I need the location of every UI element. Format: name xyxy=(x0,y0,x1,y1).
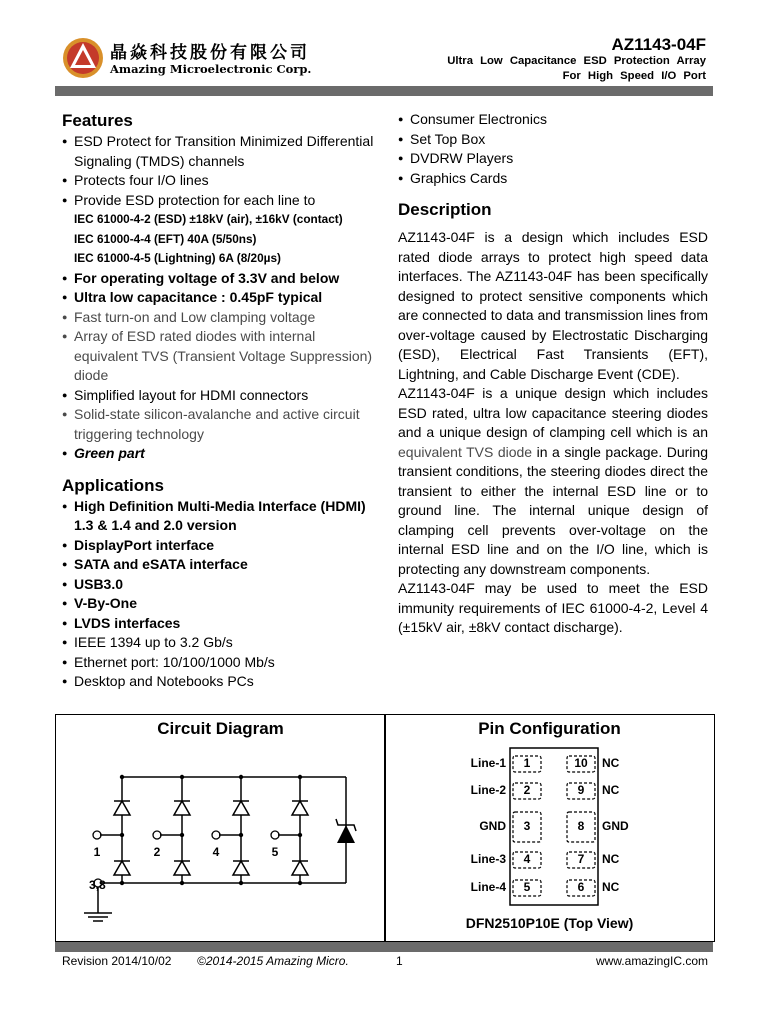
circuit-diagram-panel xyxy=(55,714,386,942)
spacer xyxy=(62,464,382,475)
website-link[interactable]: www.amazingIC.com xyxy=(595,954,708,968)
pin-number-label: 1 xyxy=(93,845,101,859)
text-span: in a single package. During transient conditions, the steering diodes direct the transient to either the internal ESD line or to ground line. The internal unique design of clamping cell prevents over-voltage on the internal ESD line and on the I/O line, which is protecting any downstream components. xyxy=(398,443,708,577)
company-name-english: Amazing Microelectronic Corp. xyxy=(110,62,312,76)
pin-number: 5 xyxy=(523,880,531,894)
pin-number: 6 xyxy=(577,880,585,894)
features-list-2 xyxy=(62,269,382,464)
description-body xyxy=(398,228,708,638)
list-item: ● Ethernet port: 10/100/1000 Mb/s xyxy=(62,653,382,673)
footer-divider xyxy=(55,942,713,952)
text-span: AZ1143-04F is a unique design which includes ESD rated, ultra low capacitance steering diodes and a unique design of clamping cell which is an xyxy=(398,385,708,440)
description-heading: Description xyxy=(398,200,492,219)
pin-signal-label: NC xyxy=(602,880,620,894)
applications-heading: Applications xyxy=(62,475,165,495)
gnd-pin-label: 3,8 xyxy=(89,878,106,892)
list-item: ● Ultra low capacitance : 0.45pF typical xyxy=(62,288,382,308)
package-outline xyxy=(385,715,714,941)
company-logo-icon xyxy=(62,35,104,81)
pin-signal-label: GND xyxy=(602,819,629,833)
spacer xyxy=(398,188,708,199)
diode-icon xyxy=(233,861,249,875)
list-item: ● V-By-One xyxy=(62,594,382,614)
pin-number: 8 xyxy=(577,819,585,833)
diode-icon xyxy=(174,861,190,875)
pin-number: 4 xyxy=(523,852,531,866)
list-item: ● Green part xyxy=(62,444,382,464)
pin-signal-label: Line-3 xyxy=(470,852,506,866)
pin-terminal xyxy=(212,831,220,839)
pin-number-label: 5 xyxy=(271,845,279,859)
features-heading: Features xyxy=(62,111,133,130)
diode-icon xyxy=(292,801,308,815)
pin-signal-label: Line-4 xyxy=(470,880,506,894)
text-span: equivalent TVS diode xyxy=(398,443,533,460)
pin-number: 7 xyxy=(577,852,585,866)
list-item: ● LVDS interfaces xyxy=(62,614,382,634)
pin-terminal xyxy=(153,831,161,839)
pin-number: 3 xyxy=(523,819,531,833)
diode-pair xyxy=(100,775,130,885)
description-paragraph: AZ1143-04F may be used to meet the ESD immunity requirements of IEC 61000-4-2, Level 4 (±15kV air, ±8kV contact discharge). xyxy=(398,580,708,635)
pin-signal-label: NC xyxy=(602,756,620,770)
pin-configuration-panel xyxy=(384,714,715,942)
list-item: ● IEEE 1394 up to 3.2 Gb/s xyxy=(62,633,382,653)
pin-signal-label: GND xyxy=(479,819,506,833)
header-divider xyxy=(55,86,713,96)
copyright-text: ©2014-2015 Amazing Micro. xyxy=(197,954,349,968)
applications-list-continued xyxy=(398,110,708,188)
iec-line: IEC 61000-4-5 (Lightning) 6A (8/20µs) xyxy=(74,251,281,265)
list-item: ● Protects four I/O lines xyxy=(62,171,382,191)
pin-signal-label: Line-1 xyxy=(470,756,506,770)
diode-icon xyxy=(114,801,130,815)
pin-signal-label: NC xyxy=(602,783,620,797)
diode-pair xyxy=(160,775,190,885)
circuit-schematic xyxy=(56,715,385,941)
pin-number-label: 4 xyxy=(212,845,220,859)
package-name: DFN2510P10E (Top View) xyxy=(465,915,634,931)
pin-configuration-title: Pin Configuration xyxy=(478,719,621,738)
pin-terminal xyxy=(271,831,279,839)
iec-line: IEC 61000-4-4 (EFT) 40A (5/50ns) xyxy=(74,231,257,246)
pin-number: 10 xyxy=(574,756,588,770)
list-item: ● Simplified layout for HDMI connectors xyxy=(62,386,382,406)
list-item: ● Desktop and Notebooks PCs xyxy=(62,672,382,692)
subtitle-line-1: Ultra Low Capacitance ESD Protection Array xyxy=(447,55,706,67)
list-item: ● DisplayPort interface xyxy=(62,536,382,556)
applications-list xyxy=(62,497,382,692)
left-column xyxy=(62,110,382,692)
pin-number: 2 xyxy=(523,783,531,797)
list-item: ● DVDRW Players xyxy=(398,149,708,169)
pin-signal-label: Line-2 xyxy=(470,783,506,797)
list-item: ● SATA and eSATA interface xyxy=(62,555,382,575)
pin-terminal xyxy=(93,831,101,839)
clamp-diode-icon xyxy=(337,825,355,843)
list-item: ● USB3.0 xyxy=(62,575,382,595)
list-item: ● High Definition Multi-Media Interface (HDMI) 1.3 & 1.4 and 2.0 version xyxy=(62,497,382,536)
diode-pair xyxy=(219,775,249,885)
diode-icon xyxy=(174,801,190,815)
diode-icon xyxy=(233,801,249,815)
part-number: AZ1143-04F xyxy=(611,35,706,54)
pin-number-label: 2 xyxy=(153,845,161,859)
pin-number: 1 xyxy=(523,756,531,770)
list-item: ● Graphics Cards xyxy=(398,169,708,189)
diode-icon xyxy=(114,861,130,875)
diode-icon xyxy=(292,861,308,875)
list-item: ● For operating voltage of 3.3V and below xyxy=(62,269,382,289)
list-item: ● Provide ESD protection for each line to xyxy=(62,191,382,211)
diode-pair xyxy=(278,775,308,885)
description-paragraph: AZ1143-04F is a design which includes ESD rated diode arrays to protect high speed data interfaces. The AZ1143-04F has been specifically designed to protect sensitive components which are connected to data and transmission lines from over-voltage caused by Electrostatic Discharging (ESD), Electrical Fast Transients (EFT), Lightning, and Cable Discharge Event (CDE). xyxy=(398,229,708,382)
circuit-diagram-title: Circuit Diagram xyxy=(157,719,284,738)
list-item: ● Set Top Box xyxy=(398,130,708,150)
description-paragraph xyxy=(398,384,708,579)
pin-number: 9 xyxy=(577,783,585,797)
list-item: ● Fast turn-on and Low clamping voltage xyxy=(62,308,382,328)
company-name-chinese: 晶焱科技股份有限公司 xyxy=(110,43,310,63)
subtitle-line-2: For High Speed I/O Port xyxy=(562,70,706,82)
list-item: ● Array of ESD rated diodes with internal equivalent TVS (Transient Voltage Suppression) diode xyxy=(62,327,382,386)
iec-line: IEC 61000-4-2 (ESD) ±18kV (air), ±16kV (contact) xyxy=(74,212,343,226)
right-column xyxy=(398,110,708,638)
iec-ratings xyxy=(62,210,382,269)
page-number: 1 xyxy=(396,954,403,968)
pin-signal-label: NC xyxy=(602,852,620,866)
steering-diodes xyxy=(100,775,308,885)
list-item: ● ESD Protect for Transition Minimized Differential Signaling (TMDS) channels xyxy=(62,132,382,171)
revision-text: Revision 2014/10/02 xyxy=(62,954,172,968)
features-list xyxy=(62,132,382,210)
list-item: ● Consumer Electronics xyxy=(398,110,708,130)
list-item: ● Solid-state silicon-avalanche and active circuit triggering technology xyxy=(62,405,382,444)
